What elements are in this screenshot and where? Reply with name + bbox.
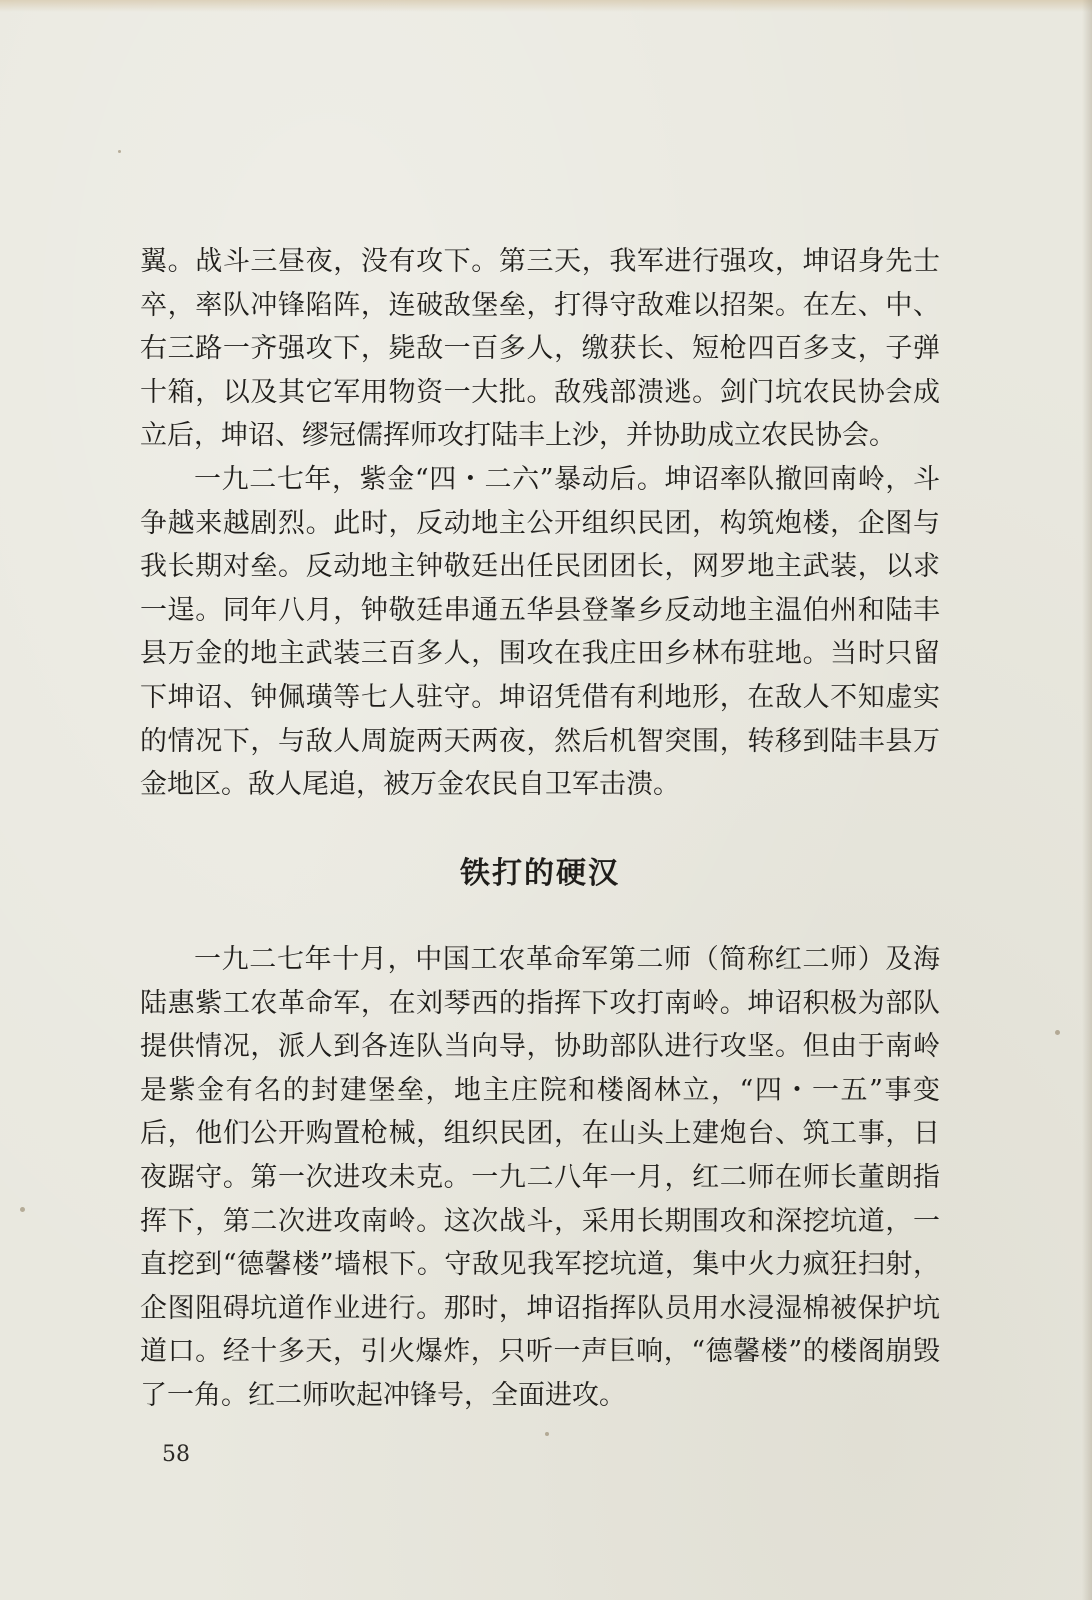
top-text-block: [140, 240, 940, 807]
bottom-text-block: [140, 938, 940, 1418]
paper-speck: [1055, 1030, 1060, 1035]
section-heading: 铁打的硬汉: [460, 856, 620, 891]
paragraph: 一九二七年十月，中国工农革命军第二师（简称红二师）及海陆惠紫工农革命军，在刘琴西的指挥下攻打南岭。坤诏积极为部队提供情况，派人到各连队当向导，协助部队进行攻坚。但由于南岭是紫金有名的封建堡垒，地主庄院和楼阁林立，“四・一五”事变后，他们公开购置枪械，组织民团，在山头上建炮台、筑工事，日夜踞守。第一次进攻未克。一九二八年一月，红二师在师长董朗指挥下，第二次进攻南岭。这次战斗，采用长期围攻和深挖坑道，一直挖到“德馨楼”墙根下。守敌见我军挖坑道，集中火力疯狂扫射，企图阻碍坑道作业进行。那时，坤诏指挥队员用水浸湿棉被保护坑道口。经十多天，引火爆炸，只听一声巨响，“德馨楼”的楼阁崩毁了一角。红二师吹起冲锋号，全面进攻。: [140, 944, 940, 1411]
page-number: 58: [162, 1442, 190, 1467]
page-top-edge: [0, 0, 1092, 12]
paper-speck: [545, 1432, 549, 1436]
paper-speck: [20, 1207, 25, 1212]
page-right-edge: [1082, 0, 1092, 1600]
paragraph: 一九二七年，紫金“四・二六”暴动后。坤诏率队撤回南岭，斗争越来越剧烈。此时，反动地主公开组织民团，构筑炮楼，企图与我长期对垒。反动地主钟敬廷出任民团团长，网罗地主武装，以求一逞。同年八月，钟敬廷串通五华县登峯乡反动地主温伯州和陆丰县万金的地主武装三百多人，围攻在我庄田乡林布驻地。当时只留下坤诏、钟佩璜等七人驻守。坤诏凭借有利地形，在敌人不知虚实的情况下，与敌人周旋两天两夜，然后机智突围，转移到陆丰县万金地区。敌人尾追，被万金农民自卫军击溃。: [140, 463, 940, 801]
paper-speck: [118, 150, 121, 153]
paragraph: 翼。战斗三昼夜，没有攻下。第三天，我军进行强攻，坤诏身先士卒，率队冲锋陷阵，连破敌堡垒，打得守敌难以招架。在左、中、右三路一齐强攻下，毙敌一百多人，缴获长、短枪四百多支，子弹十箱，以及其它军用物资一大批。敌残部溃逃。剑门坑农民协会成立后，坤诏、缪冠儒挥师攻打陆丰上沙，并协助成立农民协会。: [140, 246, 940, 452]
